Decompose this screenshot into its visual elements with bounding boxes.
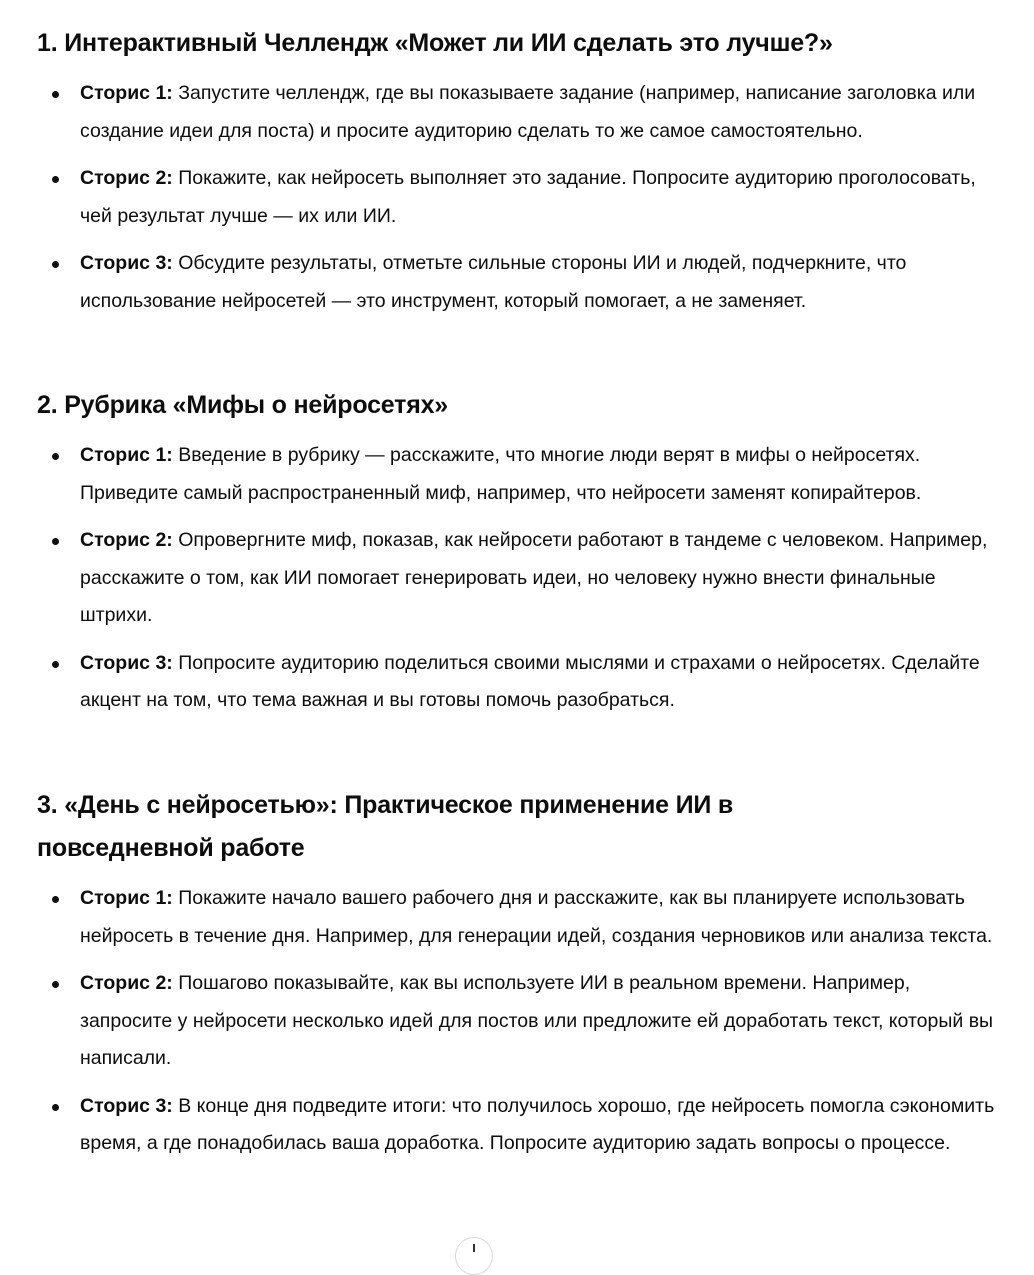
story-label: Сторис 1: bbox=[80, 82, 173, 104]
list-item bbox=[37, 245, 997, 320]
list-item bbox=[37, 880, 997, 955]
scroll-down-button[interactable] bbox=[455, 1237, 493, 1275]
story-label: Сторис 2: bbox=[80, 167, 173, 189]
story-label: Сторис 2: bbox=[80, 529, 173, 551]
story-label: Сторис 1: bbox=[80, 444, 173, 466]
story-label: Сторис 3: bbox=[80, 1094, 173, 1117]
section-3 bbox=[37, 784, 997, 1163]
list-item bbox=[37, 965, 997, 1078]
story-label: Сторис 3: bbox=[80, 651, 173, 674]
arrow-down-icon bbox=[473, 1244, 475, 1252]
story-text: Обсудите результаты, отметьте сильные стороны ИИ и людей, подчеркните, что использование нейросетей — это инструмент, который помогает, а не заменяет. bbox=[80, 252, 907, 312]
section-2 bbox=[37, 384, 997, 784]
story-label: Сторис 3: bbox=[80, 252, 173, 274]
list-item bbox=[37, 160, 997, 235]
story-list bbox=[37, 437, 997, 720]
list-item bbox=[37, 1088, 997, 1163]
story-text: Покажите, как нейросеть выполняет это задание. Попросите аудиторию проголосовать, чей результат лучше — их или ИИ. bbox=[80, 167, 976, 227]
list-item bbox=[37, 645, 997, 720]
story-list bbox=[37, 75, 997, 320]
list-item bbox=[37, 522, 997, 635]
story-label: Сторис 1: bbox=[80, 887, 173, 909]
section-heading: 1. Интерактивный Челлендж «Может ли ИИ сделать это лучше?» bbox=[37, 29, 833, 57]
document-content bbox=[37, 22, 997, 1163]
story-text: Покажите начало вашего рабочего дня и расскажите, как вы планируете использовать нейросеть в течение дня. Например, для генерации идей, создания черновиков или анализа текста. bbox=[80, 887, 993, 947]
section-heading: 2. Рубрика «Мифы о нейросетях» bbox=[37, 391, 449, 419]
list-item bbox=[37, 437, 997, 512]
story-text: Опровергните миф, показав, как нейросети работают в тандеме с человеком. Например, расскажите о том, как ИИ помогает генерировать идеи, но человеку нужно внести финальные штрихи. bbox=[80, 529, 988, 626]
story-list bbox=[37, 880, 997, 1163]
section-1 bbox=[37, 22, 997, 384]
story-text: В конце дня подведите итоги: что получилось хорошо, где нейросеть помогла сэкономить время, а где понадобилась ваша доработка. Попросите аудиторию задать вопросы о процессе. bbox=[80, 1094, 995, 1154]
story-text: Пошагово показывайте, как вы используете ИИ в реальном времени. Например, запросите у нейросети несколько идей для постов или предложите ей доработать текст, который вы написали. bbox=[80, 972, 994, 1069]
story-text: Попросите аудиторию поделиться своими мыслями и страхами о нейросетях. Сделайте акцент на том, что тема важная и вы готовы помочь разобраться. bbox=[80, 651, 980, 711]
list-item bbox=[37, 75, 997, 150]
story-text: Запустите челлендж, где вы показываете задание (например, написание заголовка или создание идеи для поста) и просите аудиторию сделать то же самое самостоятельно. bbox=[80, 82, 976, 142]
story-text: Введение в рубрику — расскажите, что многие люди верят в мифы о нейросетях. Приведите самый распространенный миф, например, что нейросети заменят копирайтеров. bbox=[80, 444, 922, 504]
story-label: Сторис 2: bbox=[80, 972, 173, 994]
section-heading: 3. «День с нейросетью»: Практическое применение ИИ в повседневной работе bbox=[37, 791, 734, 862]
